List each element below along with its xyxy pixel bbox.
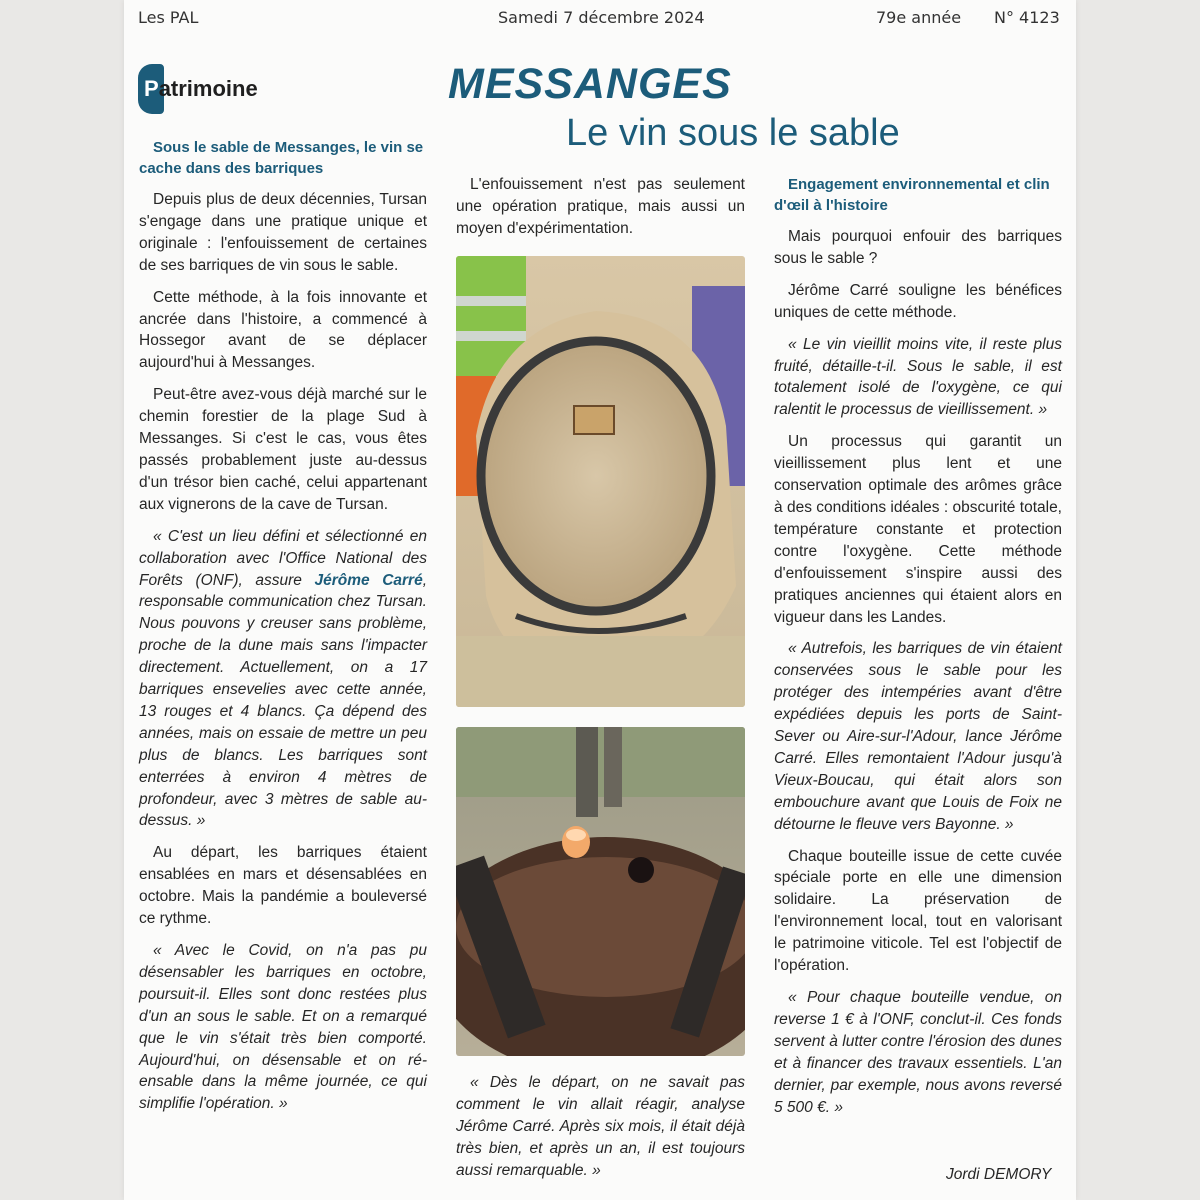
paragraph: Chaque bouteille issue de cette cuvée spéciale porte en elle une dimension solidaire. La préservation de l'environnement local, tout en valorisant le patrimoine viticole. Tel est l'objectif de l'opération. [774,847,1062,975]
issue-date: Samedi 7 décembre 2024 [498,8,705,27]
photo-barrel-bung [456,727,745,1056]
issue-year: 79e année [876,8,962,27]
publication-name: Les PAL [138,8,199,27]
photo-barrel-in-sand [456,256,745,707]
quote-text: « C'est un lieu défini et sélectionné en collaboration avec l'Office National des Forêts (ONF), assure [139,527,427,589]
paragraph: Depuis plus de deux décennies, Tursan s'engage dans une pratique unique et originale : l'enfouissement de certaines de ses barriques de vin sous le sable. [139,191,427,274]
paragraph: Cette méthode, à la fois innovante et ancrée dans l'histoire, a commencé à Hossegor avant de se déplacer aujourd'hui à Messanges. [139,288,427,372]
section-label-rest: atrimoine [158,76,258,101]
quote-paragraph: « Autrefois, les barriques de vin étaient conservées sous le sable pour les protéger des intempéries avant d'être expédiées depuis les ports de Saint-Sever ou Aire-sur-l'Adour, lance Jérôme Carré. Elles remontaient l'Adour jusqu'à Vieux-Boucau, qui était alors son embouchure avant que Louis de Foix ne détourne le fleuve vers Bayonne. » [774,640,1062,833]
paragraph: Jérôme Carré souligne les bénéfices uniques de cette méthode. [774,281,1062,321]
issue-number: N° 4123 [994,8,1060,27]
quote-paragraph [139,526,427,833]
quote-paragraph: « Pour chaque bouteille vendue, on reverse 1 € à l'ONF, conclut-il. Ces fonds servent à lutter contre l'érosion des dunes et à financer des travaux essentiels. L'an dernier, par exemple, nous avons reversé 5 500 €. » [774,989,1062,1116]
quote-paragraph: « Avec le Covid, on n'a pas pu désensabler les barriques en octobre, poursuit-il. Elles sont donc restées plus d'un an sous le sable. Et on a remarqué que le vin s'était très bien comporté. Aujourd'hui, on désensable et on ré-ensable dans la même journée, ce qui simplifie l'opération. » [139,942,427,1113]
paragraph: Un processus qui garantit un vieillissement plus lent et une conservation optimale des arômes grâce à des conditions idéales : obscurité totale, température constante et protection contre l'oxygène. Cette méthode d'enfouissement s'inspire aussi des pratiques anciennes qui étaient alors en vigueur dans les Landes. [774,433,1062,626]
section-initial: P [144,76,159,101]
kicker-1: Sous le sable de Messanges, le vin se cache dans des barriques [139,139,424,177]
section-label [144,76,258,102]
column-1 [139,137,427,1125]
paragraph: Au départ, les barriques étaient ensablées en mars et désensablées en octobre. Mais la pandémie a bouleversé ce rythme. [139,844,427,928]
paragraph: Mais pourquoi enfouir des barriques sous le sable ? [774,228,1062,267]
highlighted-name: Jérôme Carré [314,571,423,589]
column-2-lower [456,1072,745,1192]
subheadline: Le vin sous le sable [566,112,900,154]
headline: MESSANGES [448,60,732,108]
quote-paragraph: « Le vin vieillit moins vite, il reste plus fruité, détaille-t-il. Sous le sable, il est totalement isolé de l'oxygène, ce qui ralentit le processus de vieillissement. » [774,335,1062,419]
kicker-3: Engagement environnemental et clin d'œil à l'histoire [774,176,1050,214]
masthead [138,8,1062,30]
section-logo [138,64,298,114]
paragraph: Peut-être avez-vous déjà marché sur le chemin forestier de la plage Sud à Messanges. Si c'est le cas, vous êtes passés probablement juste au-dessus d'un trésor bien caché, celui appartenant aux vignerons de la cave de Tursan. [139,386,427,513]
byline: Jordi DEMORY [946,1166,1052,1183]
paragraph: L'enfouissement n'est pas seulement une opération pratique, mais aussi un moyen d'expérimentation. [456,176,745,237]
column-3 [774,174,1062,1128]
quote-text: , responsable communication chez Tursan. Nous pouvons y creuser sans problème, proche de la dune mais sans l'impacter directement. Actuellement, on a 17 barriques ensevelies avec cette année, 13 rouges et 4 blancs. Ça dépend des années, mais on essaie de mettre un peu plus de blancs. Les barriques sont enterrées à environ 4 mètres de profondeur, avec 3 mètres de sable au-dessus. » [139,571,427,830]
column-2 [456,174,745,250]
quote-paragraph: « Dès le départ, on ne savait pas comment le vin allait réagir, analyse Jérôme Carré. Après six mois, il était déjà très bien, et après un an, il est toujours aussi remarquable. » [456,1074,745,1179]
